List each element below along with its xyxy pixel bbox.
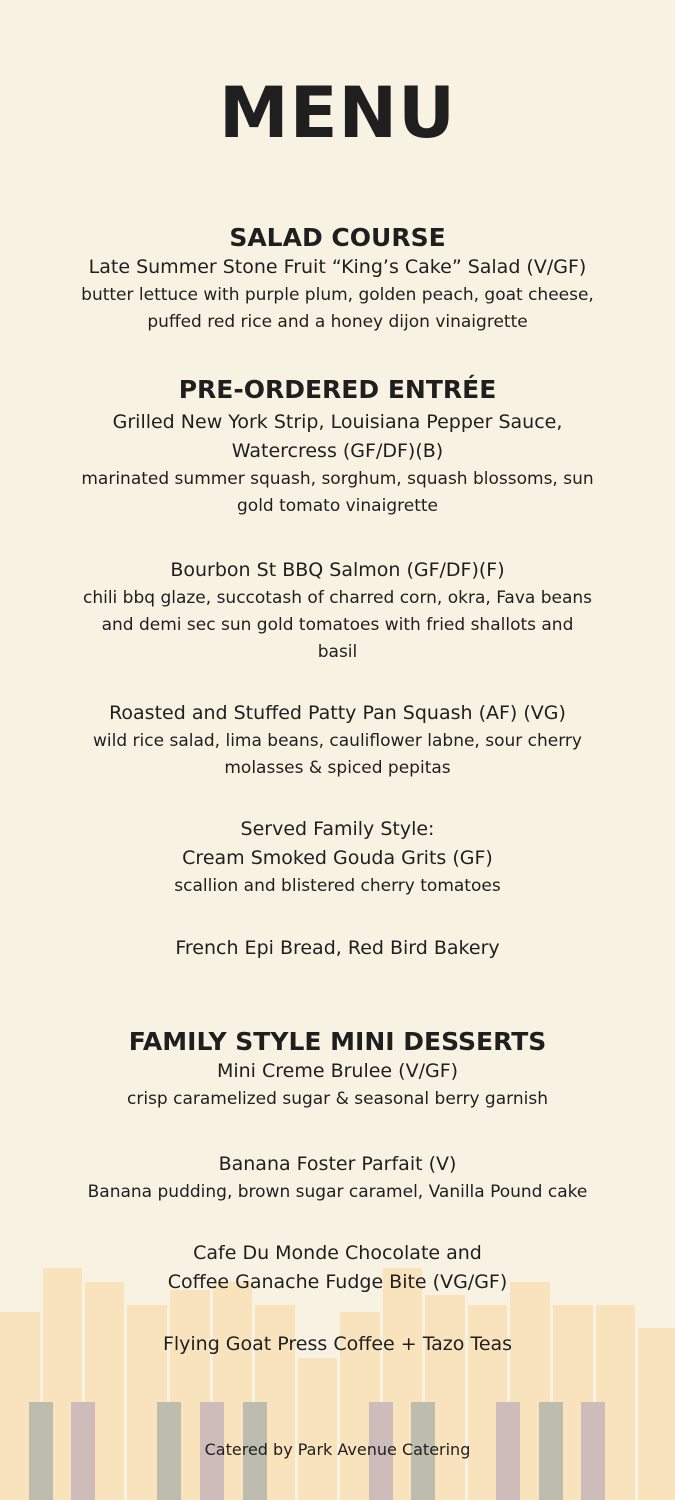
- entree-dish: Watercress (GF/DF)(B): [231, 440, 444, 462]
- building-shape: [298, 1358, 337, 1500]
- menu-title: MENU: [219, 72, 456, 154]
- dessert-desc-line: crisp caramelized sugar & seasonal berry garnish: [127, 1089, 548, 1109]
- dessert-dish: Cafe Du Monde Chocolate and: [193, 1242, 482, 1264]
- entree-desc-line: chili bbq glaze, succotash of charred corn, okra, Fava beans: [82, 588, 593, 608]
- entree-item-squash: [0, 699, 675, 782]
- family-style-dish: Cream Smoked Gouda Grits (GF): [182, 847, 493, 869]
- entree-item-salmon: [0, 556, 675, 666]
- entree-desc-line: gold tomato vinaigrette: [237, 496, 438, 516]
- entree-dish: Roasted and Stuffed Patty Pan Squash (AF) (VG): [109, 702, 566, 724]
- entree-desc-line: molasses & spiced pepitas: [224, 758, 451, 778]
- salad-desc-line: butter lettuce with purple plum, golden peach, goat cheese,: [81, 285, 594, 305]
- entree-dish: Grilled New York Strip, Louisiana Pepper Sauce,: [112, 411, 563, 433]
- bread-dish: French Epi Bread, Red Bird Bakery: [175, 937, 500, 959]
- salad-heading: SALAD COURSE: [229, 223, 446, 252]
- entree-desc-line: wild rice salad, lima beans, cauliflower labne, sour cherry: [93, 731, 582, 751]
- family-style-intro: Served Family Style:: [240, 818, 435, 840]
- entree-desc-line: basil: [317, 642, 358, 662]
- entree-item-strip: [0, 408, 675, 520]
- family-style-side: [0, 815, 675, 900]
- entree-dish: Bourbon St BBQ Salmon (GF/DF)(F): [170, 559, 505, 581]
- desserts-section: [0, 1027, 675, 1113]
- salad-desc-line: puffed red rice and a honey dijon vinaigrette: [147, 312, 528, 332]
- salad-dish: Late Summer Stone Fruit “King’s Cake” Salad (V/GF): [88, 256, 587, 278]
- dessert-item-parfait: [0, 1150, 675, 1206]
- family-style-desc: scallion and blistered cherry tomatoes: [174, 876, 501, 896]
- bread-item: [0, 934, 675, 963]
- dessert-dish: Banana Foster Parfait (V): [218, 1153, 457, 1175]
- salad-section: [0, 223, 675, 336]
- entree-desc-line: and demi sec sun gold tomatoes with fried shallots and: [101, 615, 574, 635]
- dessert-desc-line: Banana pudding, brown sugar caramel, Vanilla Pound cake: [87, 1182, 588, 1202]
- beverages-item: [0, 1330, 675, 1359]
- dessert-dish: Mini Creme Brulee (V/GF): [216, 1060, 459, 1082]
- entree-desc-line: marinated summer squash, sorghum, squash blossoms, sun: [81, 469, 594, 489]
- entree-section: [0, 375, 675, 405]
- beverages-dish: Flying Goat Press Coffee + Tazo Teas: [162, 1333, 513, 1355]
- desserts-heading: FAMILY STYLE MINI DESSERTS: [128, 1027, 547, 1056]
- dessert-dish: Coffee Ganache Fudge Bite (VG/GF): [167, 1271, 508, 1293]
- dessert-item-fudge: [0, 1239, 675, 1297]
- entree-heading: PRE-ORDERED ENTRÉE: [178, 375, 497, 404]
- catering-credit: Catered by Park Avenue Catering: [204, 1440, 471, 1459]
